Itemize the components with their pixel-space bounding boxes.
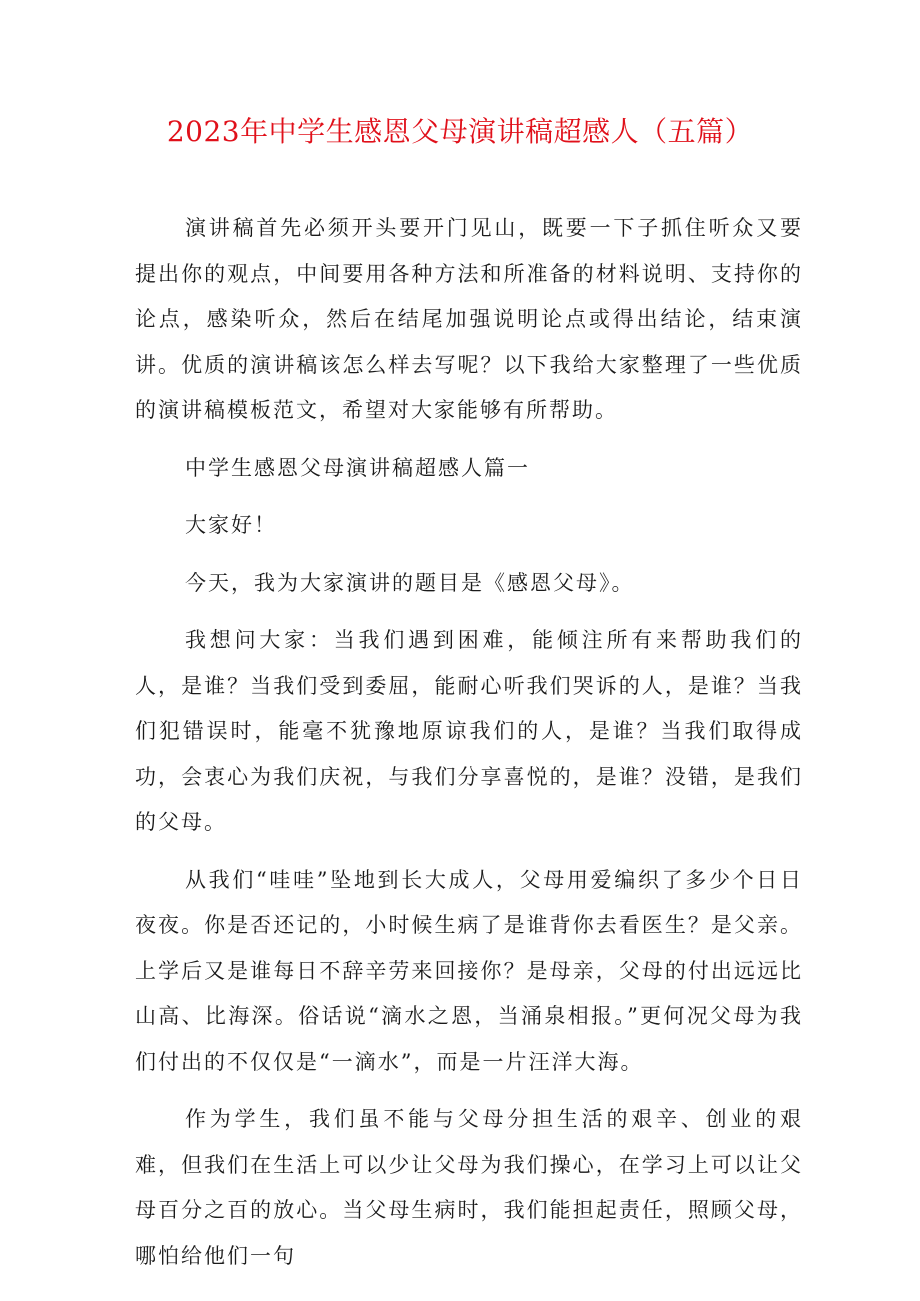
paragraph-greeting: 大家好！ bbox=[185, 513, 277, 537]
paragraph-students: 作为学生，我们虽不能与父母分担生活的艰辛、创业的艰难，但我们在生活上可以少让父母为我们操心，在学习上可以让父母百分之百的放心。当父母生病时，我们能担起责任，照顾父母，哪怕给他们一句 bbox=[135, 1107, 803, 1268]
paragraph-intro: 演讲稿首先必须开头要开门见山，既要一下子抓住听众又要提出你的观点，中间要用各种方法和所准备的材料说明、支持你的论点，感染听众，然后在结尾加强说明论点或得出结论，结束演讲。优质的演讲稿该怎么样去写呢？以下我给大家整理了一些优质的演讲稿模板范文，希望对大家能够有所帮助。 bbox=[135, 216, 803, 422]
document-body bbox=[135, 206, 803, 1291]
section-heading: 中学生感恩父母演讲稿超感人篇一 bbox=[185, 455, 530, 480]
paragraph-questions: 我想问大家：当我们遇到困难，能倾注所有来帮助我们的人，是谁？当我们受到委屈，能耐心听我们哭诉的人，是谁？当我们犯错误时，能毫不犹豫地原谅我们的人，是谁？当我们取得成功，会衷心为我们庆祝，与我们分享喜悦的，是谁？没错，是我们的父母。 bbox=[135, 628, 803, 834]
paragraph-childhood: 从我们“哇哇”坠地到长大成人，父母用爱编织了多少个日日夜夜。你是否还记的，小时候生病了是谁背你去看医生？是父亲。上学后又是谁每日不辞辛劳来回接你？是母亲，父母的付出远远比山高、比海深。俗话说“滴水之恩，当涌泉相报。”更何况父母为我们付出的不仅仅是“一滴水”，而是一片汪洋大海。 bbox=[135, 867, 803, 1074]
document-title: 2023年中学生感恩父母演讲稿超感人（五篇） bbox=[166, 115, 754, 148]
paragraph-topic: 今天，我为大家演讲的题目是《感恩父母》。 bbox=[185, 570, 635, 595]
